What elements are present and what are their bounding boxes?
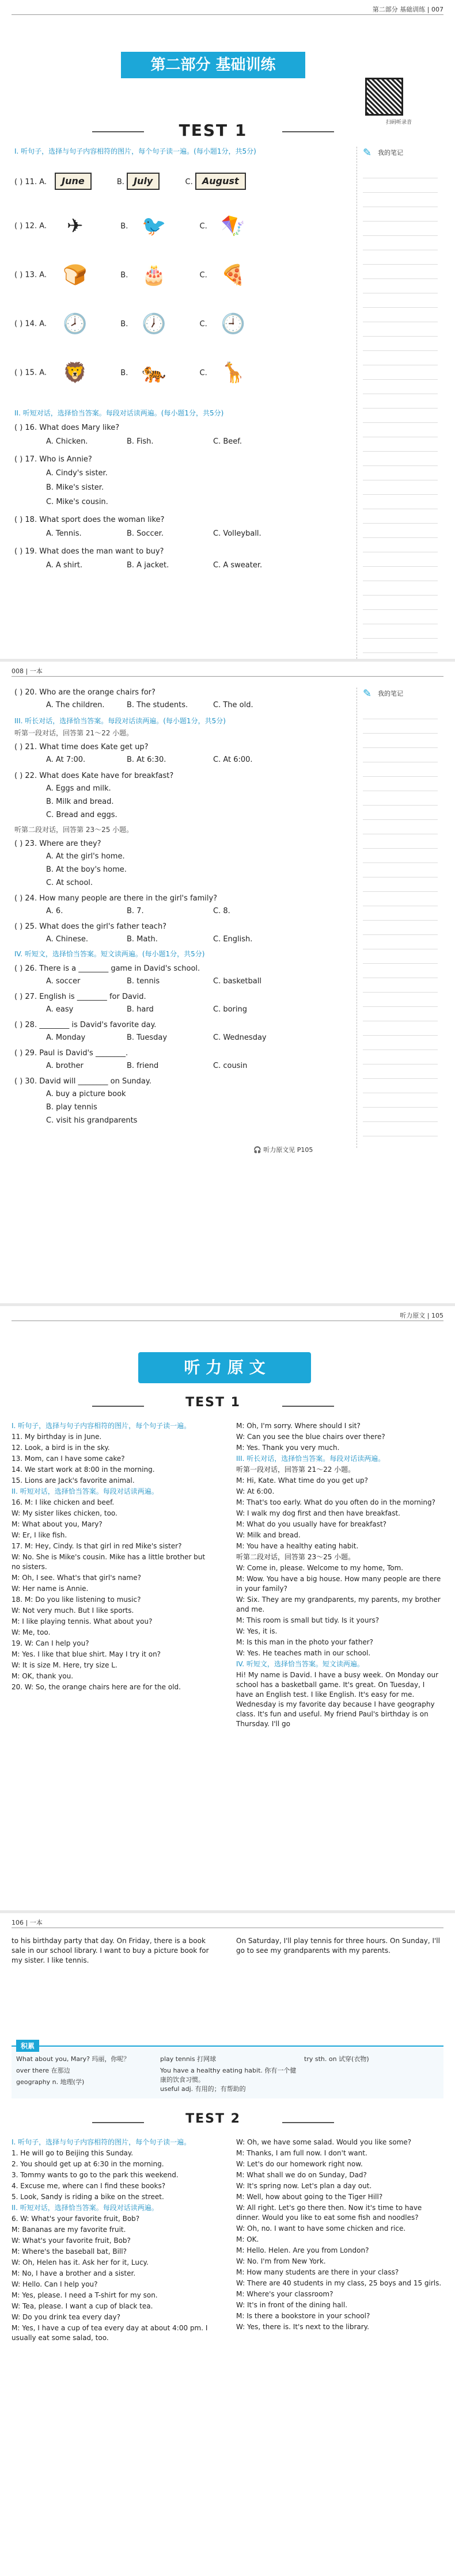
transcript-line: 18. M: Do you like listening to music? <box>12 1596 141 1604</box>
transcript-line: 15. Lions are Jack's favorite animal. <box>12 1476 135 1484</box>
option: B. The students. <box>127 701 188 709</box>
transcript-line: M: Yes. Thank you very much. <box>236 1444 340 1452</box>
transcript-line: W: It's in front of the dining hall. <box>236 2301 348 2309</box>
transcript-line: I. 听句子，选择与句子内容相符的图片，每个句子读一遍。 <box>12 1422 191 1430</box>
transcript-line: W: Yes, there is. It's next to the library. <box>236 2323 369 2331</box>
vocab-item: You have a healthy eating habit. 你有一个健康的饮食习惯。 <box>160 2067 297 2083</box>
option: B. 7. <box>127 907 144 915</box>
section-heading-3: III. 听长对话，选择恰当答案。每段对话读两遍。(每小题1分，共5分) <box>14 717 226 725</box>
transcript-line: III. 听长对话，选择恰当答案。每段对话读两遍。 <box>236 1455 385 1463</box>
question-16: ( ) 16. What does Mary like? <box>14 423 120 432</box>
vocab-item: play tennis 打网球 <box>160 2055 217 2063</box>
option: C. At school. <box>46 879 93 887</box>
option: A. At the girl's home. <box>46 852 125 861</box>
transcript-line: M: Yes, I have a cup of tea every day at about 4:00 pm. I usually eat some salad, too. <box>12 2324 208 2342</box>
clock-icon: 🕘 <box>221 312 245 335</box>
section-banner: 听 力 原 文 <box>138 1352 311 1383</box>
option: B. Tuesday <box>127 1033 168 1042</box>
transcript-line: M: Hi, Kate. What time do you get up? <box>236 1476 368 1484</box>
option: A. buy a picture book <box>46 1090 126 1098</box>
option: C. cousin <box>213 1062 248 1070</box>
option: C. visit his grandparents <box>46 1116 138 1125</box>
notes-label: 我的笔记 <box>378 149 403 157</box>
option: A. Chicken. <box>46 437 88 446</box>
august-card: August <box>195 173 246 190</box>
question-20: ( ) 20. Who are the orange chairs for? <box>14 688 156 697</box>
transcript-line: 听第一段对话，回答第 21～22 小题。 <box>236 1466 355 1474</box>
option: C. boring <box>213 1005 247 1014</box>
transcript-line: I. 听句子，选择与句子内容相符的图片，每个句子读一遍。 <box>12 2138 191 2146</box>
vocab-item: geography n. 地理(学) <box>16 2078 85 2086</box>
transcript-line: 13. Mom, can I have some cake? <box>12 1455 125 1463</box>
option: B. Milk and bread. <box>46 797 114 806</box>
section-heading-1: I. 听句子，选择与句子内容相符的图片，每个句子读一遍。(每小题1分，共5分) <box>14 147 256 155</box>
option: A. easy <box>46 1005 74 1014</box>
transcript-line: M: I like playing tennis. What about you? <box>12 1617 153 1625</box>
option: A. 6. <box>46 907 63 915</box>
transcript-line: II. 听短对话，选择恰当答案。每段对话读两遍。 <box>12 1487 158 1495</box>
transcript-continued-left: to his birthday party that day. On Friday, there is a book sale in our school library. I want to buy a picture book for my sister. I like tennis. <box>12 1937 209 1964</box>
transcript-line: W: It is size M. Here, try size L. <box>12 1661 117 1669</box>
transcript-line: W: There are 40 students in my class, 25 boys and 15 girls. <box>236 2279 442 2287</box>
option: C. Volleyball. <box>213 529 261 538</box>
transcript-line: W: Oh, we have some salad. Would you like some? <box>236 2138 412 2146</box>
option: B. friend <box>127 1062 159 1070</box>
notes-sidebar <box>357 688 443 1148</box>
vocab-item: over there 在那边 <box>16 2067 70 2074</box>
option: C. basketball <box>213 977 261 986</box>
transcript-line: M: Wow. You have a big house. How many people are there in your family? <box>236 1575 441 1593</box>
transcript-line: W: Oh, no. I want to have some chicken and rice. <box>236 2224 406 2232</box>
option: C. Bread and eggs. <box>46 811 117 819</box>
qr-code-icon[interactable] <box>365 78 403 116</box>
option: C. Wednesday <box>213 1033 267 1042</box>
july-card: July <box>127 173 160 190</box>
transcript-line: M: What about you, Mary? <box>12 1520 103 1528</box>
transcript-line: W: All right. Let's go there then. Now it's time to have dinner. Would you like to eat some fish and noodles? <box>236 2204 422 2222</box>
transcript-line: W: Er, I like fish. <box>12 1531 67 1539</box>
sheet-page-008 <box>0 662 455 1303</box>
transcript-line: M: Where's the baseball bat, Bill? <box>12 2247 127 2256</box>
option: A. At 7:00. <box>46 755 86 764</box>
transcript-line: 1. He will go to Beijing this Sunday. <box>12 2149 134 2157</box>
question-12: ( ) 12. A. ✈ B. 🐦 C. 🪁 <box>14 210 354 242</box>
notes-sidebar <box>357 147 443 659</box>
transcript-line: W: Let's do our homework right now. <box>236 2160 363 2168</box>
transcript-line: W: Do you drink tea every day? <box>12 2313 120 2321</box>
sheet-page-106 <box>0 1913 455 2576</box>
clock-icon: 🕖 <box>142 312 166 335</box>
transcript-line: M: Well, how about going to the Tiger Hill? <box>236 2193 383 2201</box>
transcript-line: W: Not very much. But I like sports. <box>12 1606 134 1615</box>
section-heading-4: IV. 听短文，选择恰当答案。短文读两遍。(每小题1分，共5分) <box>14 950 205 958</box>
option: A. Chinese. <box>46 935 88 944</box>
june-card: June <box>55 173 92 190</box>
section-sub: 听第一段对话，回答第 21～22 小题。 <box>14 729 134 737</box>
transcript-line: 2. You should get up at 6:30 in the morning. <box>12 2160 164 2168</box>
option: B. play tennis <box>46 1103 97 1112</box>
question-17: ( ) 17. Who is Annie? <box>14 455 92 464</box>
transcript-line: 4. Excuse me, where can I find these books? <box>12 2182 166 2190</box>
clock-icon: 🕗 <box>62 312 88 335</box>
transcript-line: 14. We start work at 8:00 in the morning. <box>12 1466 155 1474</box>
transcript-line: W: Milk and bread. <box>236 1531 301 1539</box>
audio-link[interactable]: 🎧 听力原文见 P105 <box>253 1146 313 1154</box>
transcript-line: M: Bananas are my favorite fruit. <box>12 2226 126 2234</box>
transcript-line: II. 听短对话，选择恰当答案。每段对话读两遍。 <box>12 2204 158 2212</box>
question-11: ( ) 11. A. June B. July C. August <box>14 173 354 201</box>
transcript-line: W: Tea, please. I want a cup of black tea. <box>12 2302 153 2310</box>
transcript-line: W: Yes, it is. <box>236 1627 278 1635</box>
sheet-page-105 <box>0 1306 455 1910</box>
option: B. At the boy's home. <box>46 865 127 874</box>
transcript-line: W: Yes. He teaches math in our school. <box>236 1649 371 1657</box>
option: A. brother <box>46 1062 84 1070</box>
transcript-line: W: What's your favorite fruit, Bob? <box>12 2237 131 2245</box>
page-header <box>0 1306 455 1321</box>
transcript-line: M: You have a healthy eating habit. <box>236 1542 359 1550</box>
section-sub: 听第二段对话，回答第 23～25 小题。 <box>14 826 134 834</box>
option: B. Mike's sister. <box>46 483 104 492</box>
transcript-left-column <box>12 2138 210 2344</box>
option: B. Math. <box>127 935 158 944</box>
transcript-line: M: Oh, I see. What's that girl's name? <box>12 1574 141 1582</box>
option: B. Fish. <box>127 437 154 446</box>
test-title: TEST 1 <box>144 1395 282 1410</box>
question-15: ( ) 15. A. 🦁 B. 🐅 C. 🦒 <box>14 357 354 389</box>
option: C. Mike's cousin. <box>46 498 108 506</box>
transcript-line: W: No. I'm from New York. <box>236 2257 326 2265</box>
transcript-line: 5. Look, Sandy is riding a bike on the street. <box>12 2193 164 2201</box>
transcript-line: 3. Tommy wants to go to the park this weekend. <box>12 2171 179 2179</box>
transcript-line: W: Me, too. <box>12 1628 51 1636</box>
transcript-left-column <box>12 1421 210 1693</box>
question-30: ( ) 30. David will ________ on Sunday. <box>14 1077 151 1086</box>
transcript-line: M: What do you usually have for breakfast? <box>236 1520 387 1528</box>
transcript-line: M: No, I have a brother and a sister. <box>12 2269 136 2277</box>
tiger-icon: 🐅 <box>142 361 166 384</box>
page-header <box>0 0 455 15</box>
transcript-line: 6. W: What's your favorite fruit, Bob? <box>12 2215 140 2223</box>
page-header <box>0 1913 455 1928</box>
transcript-right-column <box>236 1421 443 1730</box>
transcript-line: 20. W: So, the orange chairs here are for the old. <box>12 1683 181 1691</box>
notes-lines[interactable] <box>363 164 438 653</box>
kite-icon: 🪁 <box>221 215 245 238</box>
header-divider <box>12 14 443 15</box>
transcript-line: M: Is this man in the photo your father? <box>236 1638 374 1646</box>
option: B. At 6:30. <box>127 755 166 764</box>
test-title: TEST 2 <box>144 2112 282 2126</box>
pizza-icon: 🍕 <box>221 264 245 287</box>
transcript-line: M: What shall we do on Sunday, Dad? <box>236 2171 367 2179</box>
test-title: TEST 1 <box>144 121 282 140</box>
question-28: ( ) 28. ________ is David's favorite day. <box>14 1021 157 1029</box>
option: C. A sweater. <box>213 561 263 570</box>
transcript-line: M: Yes, please. I need a T-shirt for my son. <box>12 2291 158 2299</box>
question-24: ( ) 24. How many people are there in the girl's family? <box>14 894 218 903</box>
question-13: ( ) 13. A. 🍞 B. 🎂 C. 🍕 <box>14 259 354 291</box>
transcript-line: 11. My birthday is in June. <box>12 1433 102 1441</box>
option: C. English. <box>213 935 253 944</box>
transcript-line: W: Oh, Helen has it. Ask her for it, Lucy. <box>12 2258 149 2266</box>
transcript-line: 17. M: Hey, Cindy. Is that girl in red Mike's sister? <box>12 1542 182 1550</box>
section-banner: 第二部分 基础训练 <box>121 52 305 78</box>
option: C. At 6:00. <box>213 755 253 764</box>
transcript-line: M: This room is small but tidy. Is it yours? <box>236 1616 380 1624</box>
header-divider <box>12 676 443 677</box>
option: A. Tennis. <box>46 529 82 538</box>
section-heading-2: II. 听短对话，选择恰当答案。每段对话读两遍。(每小题1分，共5分) <box>14 409 224 417</box>
notes-label: 我的笔记 <box>378 690 403 697</box>
option: C. 8. <box>213 907 230 915</box>
option: B. tennis <box>127 977 160 986</box>
transcript-line: W: Hello. Can I help you? <box>12 2280 98 2288</box>
giraffe-icon: 🦒 <box>221 361 245 384</box>
question-23: ( ) 23. Where are they? <box>14 839 101 848</box>
transcript-line: M: Thanks, I am full now. I don't want. <box>236 2149 367 2157</box>
transcript-line: M: Yes. I like that blue shirt. May I try it on? <box>12 1650 161 1658</box>
transcript-line: W: I walk my dog first and then have breakfast. <box>236 1509 400 1517</box>
vocab-box <box>12 2042 443 2098</box>
transcript-line: 16. M: I like chicken and beef. <box>12 1498 115 1506</box>
option: C. Beef. <box>213 437 242 446</box>
transcript-line: 12. Look, a bird is in the sky. <box>12 1444 110 1452</box>
transcript-line: M: Where's your classroom? <box>236 2290 333 2298</box>
transcript-line: W: At 6:00. <box>236 1487 275 1495</box>
option: A. Monday <box>46 1033 86 1042</box>
transcript-line: W: Her name is Annie. <box>12 1585 89 1593</box>
sheet-page-007 <box>0 0 455 659</box>
question-14: ( ) 14. A. 🕗 B. 🕖 C. 🕘 <box>14 308 354 340</box>
bird-icon: 🐦 <box>142 215 166 238</box>
vocab-item: useful adj. 有用的；有帮助的 <box>160 2085 246 2093</box>
notes-lines[interactable] <box>363 705 438 1142</box>
transcript-line: M: Oh, I'm sorry. Where should I sit? <box>236 1422 361 1430</box>
option: C. The old. <box>213 701 253 709</box>
headphones-icon: 🎧 <box>253 1146 261 1154</box>
question-25: ( ) 25. What does the girl's father teach? <box>14 922 167 931</box>
option: A. Cindy's sister. <box>46 469 108 478</box>
question-27: ( ) 27. English is ________ for David. <box>14 993 146 1001</box>
transcript-line: Hi! My name is David. I have a busy week. On Monday our school has a basketball game. It's great. On Tuesday, I have an English test. I like English. It's easy for me. Wednesday is my favorite day because I have geography class. It's fun and useful. My friend Paul's birthday is on Thursday. I'll go <box>236 1671 439 1728</box>
question-26: ( ) 26. There is a ________ game in David's school. <box>14 964 200 973</box>
transcript-line: M: Hello. Helen. Are you from London? <box>236 2246 369 2254</box>
transcript-line: M: OK. <box>236 2235 259 2243</box>
option: B. hard <box>127 1005 154 1014</box>
header-text: 第二部分 基础训练 | 007 <box>372 6 443 13</box>
transcript-line: M: How many students are there in your class? <box>236 2268 399 2276</box>
transcript-line: W: My sister likes chicken, too. <box>12 1509 117 1517</box>
question-19: ( ) 19. What does the man want to buy? <box>14 547 164 556</box>
vocab-item: try sth. on 试穿(衣物) <box>304 2055 369 2063</box>
transcript-line: W: It's spring now. Let's plan a day out. <box>236 2182 372 2190</box>
qr-caption: 扫码听录音 <box>385 120 412 125</box>
option: A. soccer <box>46 977 81 986</box>
question-18: ( ) 18. What sport does the woman like? <box>14 516 165 524</box>
transcript-line: W: Come in, please. Welcome to my home, Tom. <box>236 1564 404 1572</box>
transcript-continued-right: On Saturday, I'll play tennis for three hours. On Sunday, I'll go to see my grandparents with my parents. <box>236 1937 440 1955</box>
question-22: ( ) 22. What does Kate have for breakfast? <box>14 772 174 780</box>
option: A. The children. <box>46 701 105 709</box>
header-text: 008 | 一本 <box>12 667 43 675</box>
question-21: ( ) 21. What time does Kate get up? <box>14 743 149 751</box>
transcript-line: M: That's too early. What do you often do in the morning? <box>236 1498 435 1506</box>
bread-icon: 🍞 <box>62 264 88 287</box>
vocab-title: 积累 <box>16 2040 39 2052</box>
option: A. Eggs and milk. <box>46 784 111 793</box>
vocab-item: What about you, Mary? 玛丽，你呢？ <box>16 2055 130 2063</box>
transcript-line: M: Is there a bookstore in your school? <box>236 2312 370 2320</box>
lion-icon: 🦁 <box>62 361 88 384</box>
header-text: 听力原文 | 105 <box>400 1312 443 1319</box>
pencil-icon: ✎ <box>363 147 372 159</box>
transcript-line: W: No. She is Mike's cousin. Mike has a little brother but no sisters. <box>12 1553 206 1571</box>
option: A. A shirt. <box>46 561 83 570</box>
transcript-line: M: OK, thank you. <box>12 1672 74 1680</box>
page-header <box>0 662 455 677</box>
option: B. Soccer. <box>127 529 164 538</box>
cake-icon: 🎂 <box>142 264 166 287</box>
transcript-line: 19. W: Can I help you? <box>12 1639 89 1647</box>
plane-icon: ✈ <box>66 215 84 238</box>
transcript-right-column <box>236 2138 443 2333</box>
option: B. A jacket. <box>127 561 169 570</box>
pencil-icon: ✎ <box>363 688 372 700</box>
transcript-line: 听第二段对话，回答第 23～25 小题。 <box>236 1553 355 1561</box>
transcript-line: IV. 听短文，选择恰当答案。短文读两遍。 <box>236 1660 364 1668</box>
header-text: 106 | 一本 <box>12 1919 43 1926</box>
transcript-line: W: Can you see the blue chairs over there? <box>236 1433 385 1441</box>
question-29: ( ) 29. Paul is David's ________. <box>14 1049 128 1058</box>
transcript-line: W: Six. They are my grandparents, my parents, my brother and me. <box>236 1596 441 1613</box>
